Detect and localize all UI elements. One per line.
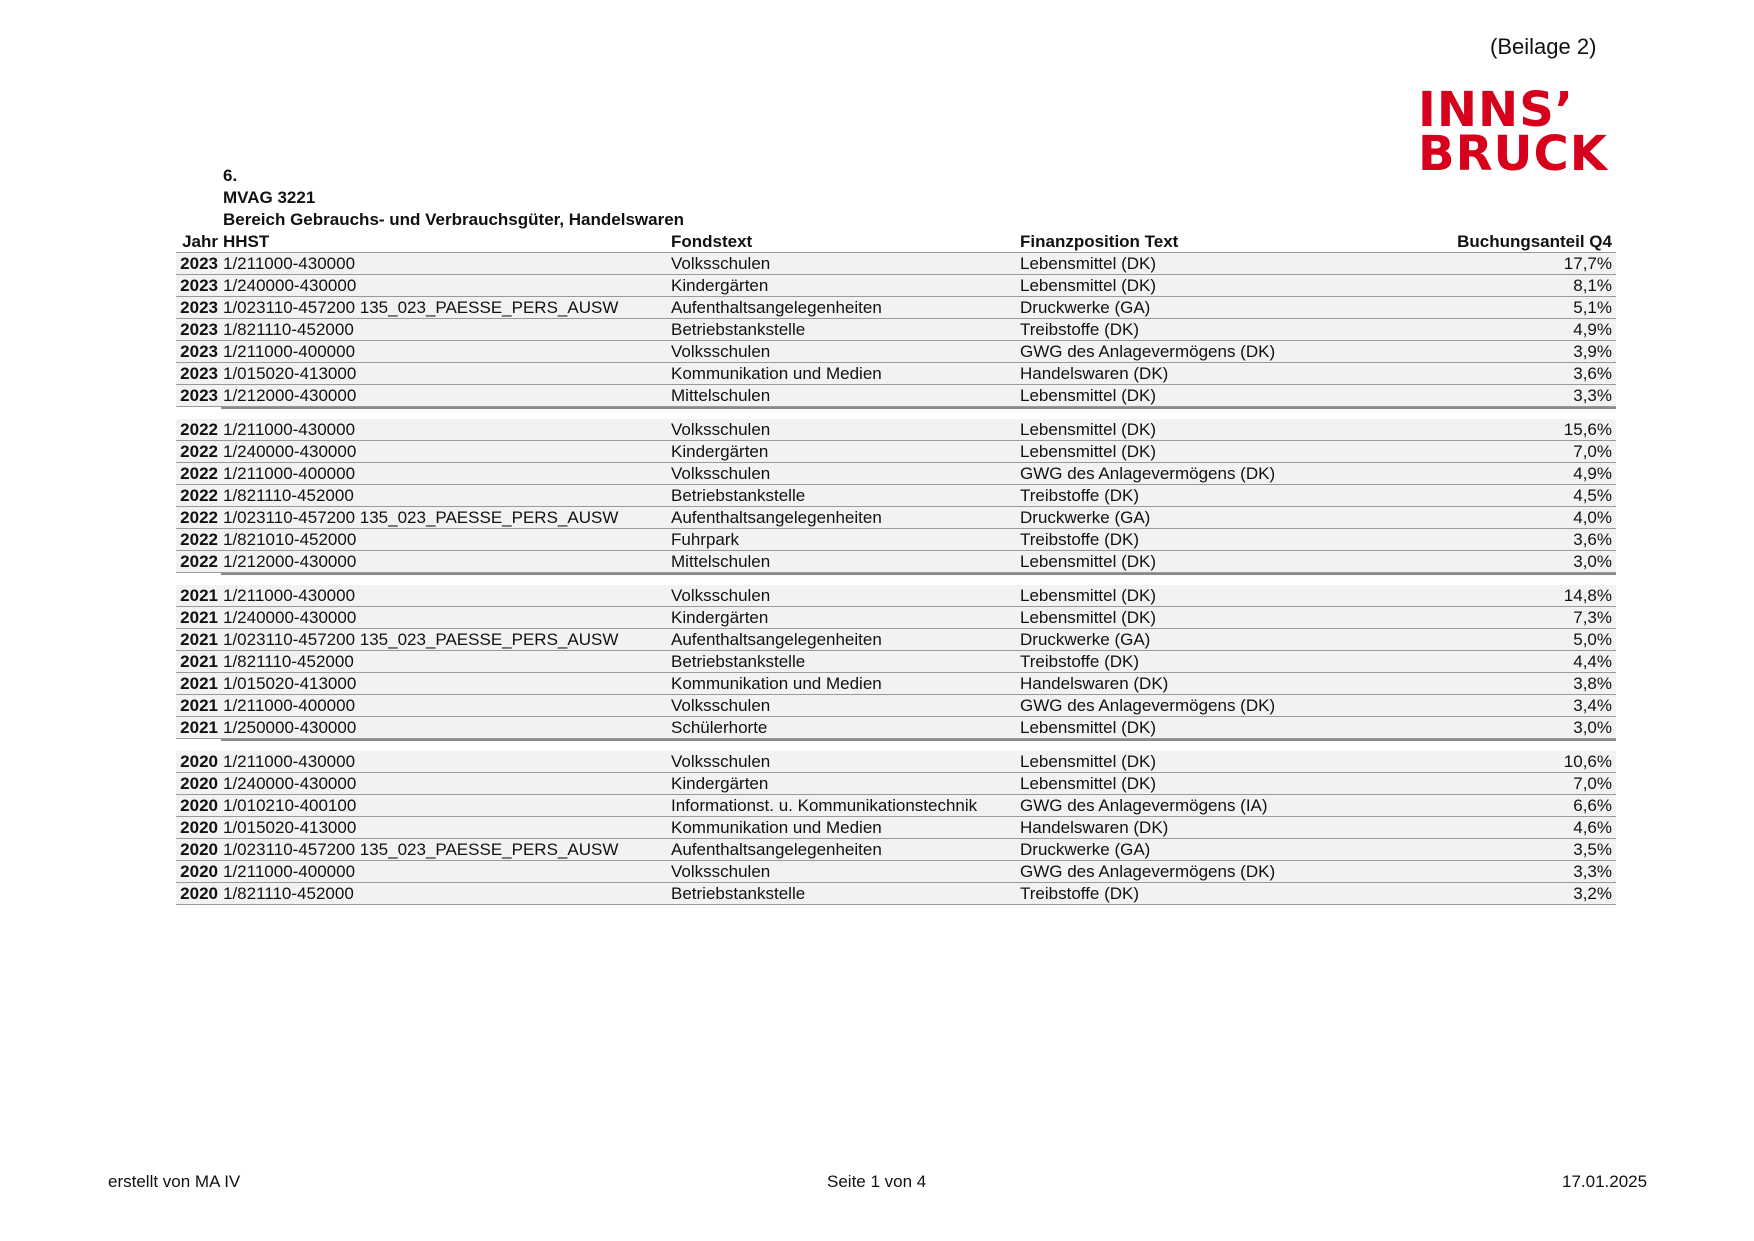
cell-fondstext: Aufenthaltsangelegenheiten [671,298,882,317]
table-row [176,419,1616,441]
cell-hhst: 1/211000-400000 [223,862,356,881]
booking-table [176,231,1616,905]
table-row [176,297,1616,319]
cell-hhst: 1/212000-430000 [223,552,357,571]
cell-finanzposition: Lebensmittel (DK) [1020,420,1157,439]
header-finanzposition: Finanzposition Text [1020,232,1179,251]
cell-fondstext: Volksschulen [671,862,771,881]
cell-anteil: 3,0% [1573,718,1612,737]
cell-hhst: 1/821010-452000 [223,530,357,549]
cell-fondstext: Volksschulen [671,752,771,771]
table-row [176,717,1616,739]
cell-hhst: 1/821110-452000 [223,486,354,505]
table-row [176,817,1616,839]
cell-anteil: 3,8% [1573,674,1612,693]
table-row [176,363,1616,385]
cell-hhst: 1/211000-430000 [223,586,356,605]
cell-fondstext: Kindergärten [671,442,769,461]
table-row [176,795,1616,817]
table-row [176,485,1616,507]
header-hhst: HHST [223,232,270,251]
footer-author: erstellt von MA IV [108,1172,241,1191]
cell-hhst: 1/240000-430000 [223,608,357,627]
cell-anteil: 3,3% [1573,862,1612,881]
cell-finanzposition: Lebensmittel (DK) [1020,608,1157,627]
cell-finanzposition: Druckwerke (GA) [1020,298,1151,317]
cell-jahr: 2022 [180,530,218,549]
cell-anteil: 17,7% [1563,254,1612,273]
cell-jahr: 2021 [180,696,218,715]
group-separator [221,407,1616,419]
cell-hhst: 1/015020-413000 [223,818,357,837]
cell-fondstext: Aufenthaltsangelegenheiten [671,630,882,649]
cell-jahr: 2023 [180,298,218,317]
cell-fondstext: Betriebstankstelle [671,486,806,505]
cell-anteil: 3,6% [1573,364,1612,383]
cell-hhst: 1/240000-430000 [223,774,357,793]
cell-fondstext: Betriebstankstelle [671,320,806,339]
mvag-title: MVAG 3221 [223,188,316,207]
cell-jahr: 2022 [180,464,218,483]
cell-jahr: 2023 [180,276,218,295]
cell-finanzposition: GWG des Anlagevermögens (DK) [1020,696,1276,715]
logo-line-2: BRUCK [1418,126,1608,182]
cell-fondstext: Kindergärten [671,276,769,295]
cell-jahr: 2023 [180,386,218,405]
cell-anteil: 10,6% [1563,752,1612,771]
cell-jahr: 2022 [180,420,218,439]
table-row [176,695,1616,717]
cell-finanzposition: Treibstoffe (DK) [1020,486,1140,505]
cell-anteil: 7,3% [1573,608,1612,627]
footer-page-number: Seite 1 von 4 [827,1172,927,1191]
header-jahr: Jahr [182,232,218,251]
innsbruck-logo [1418,82,1618,182]
cell-jahr: 2020 [180,884,218,903]
cell-fondstext: Volksschulen [671,464,771,483]
cell-hhst: 1/211000-430000 [223,254,356,273]
cell-fondstext: Mittelschulen [671,552,771,571]
cell-fondstext: Fuhrpark [671,530,740,549]
cell-jahr: 2022 [180,552,218,571]
cell-anteil: 14,8% [1563,586,1612,605]
cell-hhst: 1/023110-457200 135_023_PAESSE_PERS_AUSW [223,298,619,317]
table-row [176,585,1616,607]
cell-anteil: 4,4% [1573,652,1612,671]
cell-fondstext: Volksschulen [671,342,771,361]
cell-jahr: 2021 [180,630,218,649]
cell-jahr: 2021 [180,674,218,693]
cell-hhst: 1/015020-413000 [223,364,357,383]
cell-anteil: 7,0% [1573,442,1612,461]
cell-jahr: 2020 [180,774,218,793]
cell-finanzposition: Lebensmittel (DK) [1020,718,1157,737]
cell-finanzposition: Handelswaren (DK) [1020,364,1169,383]
cell-finanzposition: Druckwerke (GA) [1020,840,1151,859]
cell-anteil: 3,2% [1573,884,1612,903]
cell-hhst: 1/211000-400000 [223,696,356,715]
cell-anteil: 4,5% [1573,486,1612,505]
cell-anteil: 7,0% [1573,774,1612,793]
cell-jahr: 2020 [180,840,218,859]
cell-jahr: 2023 [180,342,218,361]
cell-fondstext: Volksschulen [671,696,771,715]
cell-anteil: 5,1% [1573,298,1612,317]
cell-anteil: 4,0% [1573,508,1612,527]
table-row [176,839,1616,861]
cell-hhst: 1/015020-413000 [223,674,357,693]
cell-fondstext: Kommunikation und Medien [671,674,882,693]
attachment-label: (Beilage 2) [1490,34,1597,59]
bereich-title: Bereich Gebrauchs- und Verbrauchsgüter, Handelswaren [223,210,685,229]
cell-finanzposition: Lebensmittel (DK) [1020,442,1157,461]
cell-anteil: 3,0% [1573,552,1612,571]
table-row [176,463,1616,485]
cell-jahr: 2020 [180,752,218,771]
cell-hhst: 1/023110-457200 135_023_PAESSE_PERS_AUSW [223,508,619,527]
header-anteil: Buchungsanteil Q4 [1457,232,1612,251]
cell-finanzposition: Handelswaren (DK) [1020,818,1169,837]
cell-hhst: 1/211000-430000 [223,420,356,439]
cell-anteil: 3,4% [1573,696,1612,715]
cell-finanzposition: Handelswaren (DK) [1020,674,1169,693]
cell-jahr: 2021 [180,718,218,737]
cell-hhst: 1/212000-430000 [223,386,357,405]
table-row [176,861,1616,883]
cell-jahr: 2021 [180,608,218,627]
cell-anteil: 15,6% [1563,420,1612,439]
cell-finanzposition: Lebensmittel (DK) [1020,752,1157,771]
cell-anteil: 6,6% [1573,796,1612,815]
cell-jahr: 2023 [180,320,218,339]
cell-anteil: 4,6% [1573,818,1612,837]
header-fondstext: Fondstext [671,232,753,251]
cell-fondstext: Mittelschulen [671,386,771,405]
cell-hhst: 1/023110-457200 135_023_PAESSE_PERS_AUSW [223,840,619,859]
cell-finanzposition: Lebensmittel (DK) [1020,254,1157,273]
cell-finanzposition: GWG des Anlagevermögens (DK) [1020,342,1276,361]
table-row [176,385,1616,407]
cell-fondstext: Kindergärten [671,774,769,793]
cell-fondstext: Aufenthaltsangelegenheiten [671,508,882,527]
cell-finanzposition: Druckwerke (GA) [1020,508,1151,527]
table-row [176,751,1616,773]
cell-finanzposition: Lebensmittel (DK) [1020,586,1157,605]
cell-jahr: 2022 [180,442,218,461]
cell-anteil: 3,6% [1573,530,1612,549]
table-row [176,773,1616,795]
cell-finanzposition: GWG des Anlagevermögens (IA) [1020,796,1268,815]
cell-anteil: 4,9% [1573,320,1612,339]
cell-hhst: 1/211000-400000 [223,342,356,361]
cell-fondstext: Betriebstankstelle [671,652,806,671]
table-row [176,507,1616,529]
cell-hhst: 1/211000-400000 [223,464,356,483]
group-separator [221,739,1616,751]
cell-hhst: 1/023110-457200 135_023_PAESSE_PERS_AUSW [223,630,619,649]
cell-fondstext: Volksschulen [671,420,771,439]
cell-finanzposition: Treibstoffe (DK) [1020,530,1140,549]
cell-jahr: 2021 [180,652,218,671]
cell-anteil: 5,0% [1573,630,1612,649]
cell-hhst: 1/821110-452000 [223,652,354,671]
cell-jahr: 2022 [180,486,218,505]
cell-fondstext: Betriebstankstelle [671,884,806,903]
cell-finanzposition: Treibstoffe (DK) [1020,652,1140,671]
table-row [176,441,1616,463]
cell-finanzposition: Lebensmittel (DK) [1020,276,1157,295]
cell-finanzposition: Lebensmittel (DK) [1020,386,1157,405]
cell-fondstext: Kommunikation und Medien [671,364,882,383]
footer-date: 17.01.2025 [1562,1172,1648,1191]
cell-finanzposition: Lebensmittel (DK) [1020,552,1157,571]
table-row [176,651,1616,673]
cell-hhst: 1/211000-430000 [223,752,356,771]
cell-finanzposition: GWG des Anlagevermögens (DK) [1020,464,1276,483]
table-header-row [176,231,1616,253]
cell-hhst: 1/240000-430000 [223,276,357,295]
table-row [176,551,1616,573]
table-row [176,607,1616,629]
cell-jahr: 2021 [180,586,218,605]
table-row [176,253,1616,275]
table-row [176,275,1616,297]
cell-finanzposition: Treibstoffe (DK) [1020,320,1140,339]
cell-fondstext: Informationst. u. Kommunikationstechnik [671,796,978,815]
cell-anteil: 3,5% [1573,840,1612,859]
cell-anteil: 3,9% [1573,342,1612,361]
cell-finanzposition: Treibstoffe (DK) [1020,884,1140,903]
cell-fondstext: Volksschulen [671,586,771,605]
table-row [176,341,1616,363]
cell-anteil: 4,9% [1573,464,1612,483]
cell-fondstext: Volksschulen [671,254,771,273]
table-row [176,673,1616,695]
cell-hhst: 1/010210-400100 [223,796,357,815]
table-row [176,883,1616,905]
cell-fondstext: Kommunikation und Medien [671,818,882,837]
cell-jahr: 2023 [180,254,218,273]
section-number: 6. [223,166,238,185]
cell-hhst: 1/250000-430000 [223,718,357,737]
cell-fondstext: Kindergärten [671,608,769,627]
cell-jahr: 2023 [180,364,218,383]
table-row [176,529,1616,551]
cell-hhst: 1/240000-430000 [223,442,357,461]
cell-jahr: 2020 [180,862,218,881]
cell-anteil: 3,3% [1573,386,1612,405]
group-separator [221,573,1616,585]
cell-hhst: 1/821110-452000 [223,884,354,903]
cell-jahr: 2020 [180,818,218,837]
table-row [176,629,1616,651]
cell-finanzposition: GWG des Anlagevermögens (DK) [1020,862,1276,881]
cell-fondstext: Aufenthaltsangelegenheiten [671,840,882,859]
cell-hhst: 1/821110-452000 [223,320,354,339]
cell-fondstext: Schülerhorte [671,718,768,737]
cell-anteil: 8,1% [1573,276,1612,295]
cell-finanzposition: Lebensmittel (DK) [1020,774,1157,793]
cell-jahr: 2020 [180,796,218,815]
table-row [176,319,1616,341]
cell-jahr: 2022 [180,508,218,527]
logo-line-1: INNS’ [1418,82,1575,138]
cell-finanzposition: Druckwerke (GA) [1020,630,1151,649]
